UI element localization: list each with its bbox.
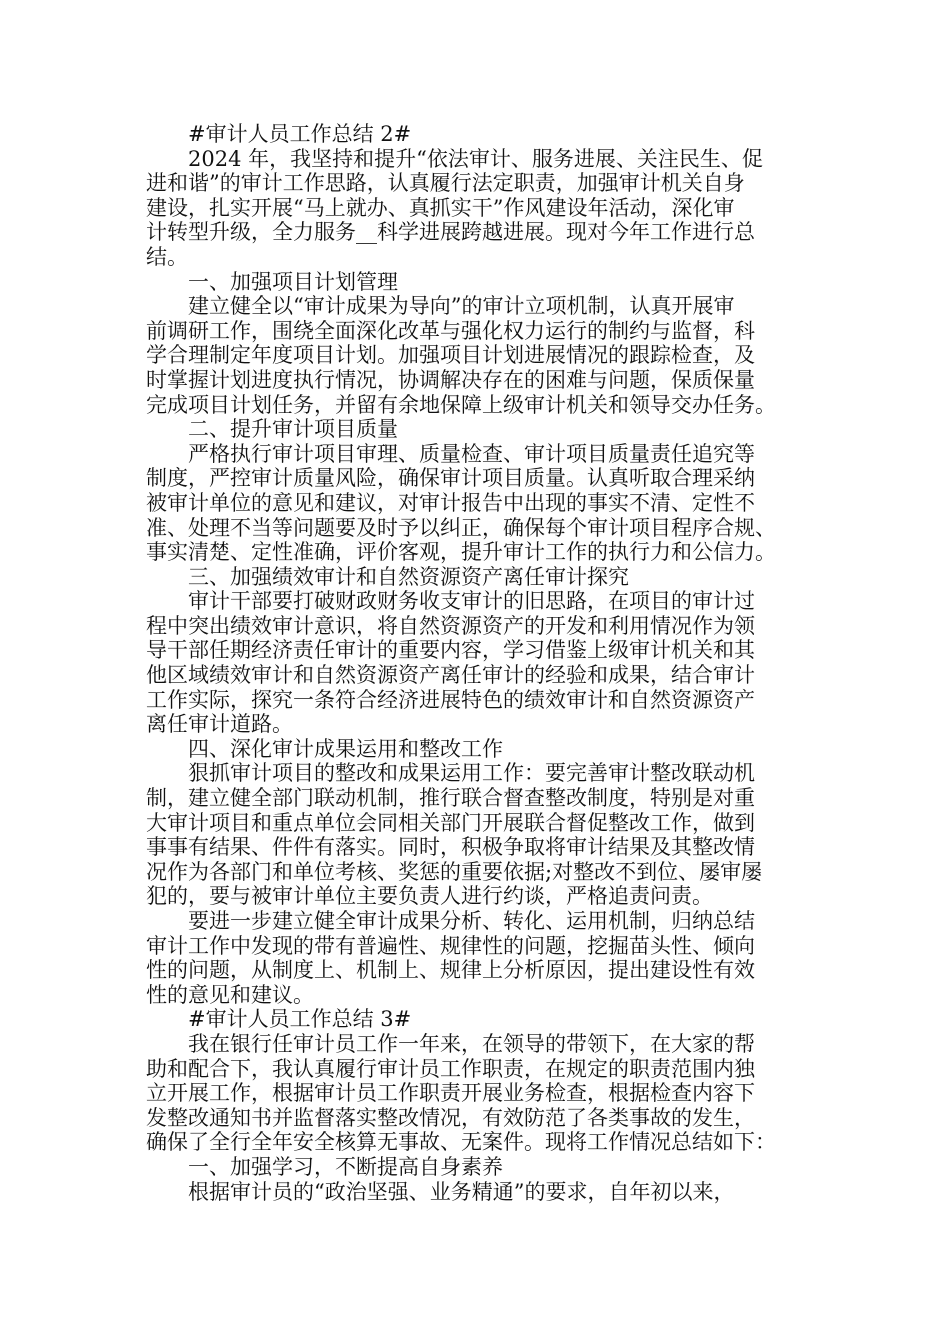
- section-heading: 一、加强学习，不断提高自身素养: [188, 1154, 503, 1179]
- paragraph-line: 事实清楚、定性准确，评价客观，提升审计工作的执行力和公信力。: [146, 540, 776, 565]
- paragraph-line: 根据审计员的“政治坚强、业务精通”的要求，自年初以来，: [188, 1179, 735, 1204]
- paragraph-line: 性的意见和建议。: [146, 982, 314, 1007]
- paragraph-line: 大审计项目和重点单位会同相关部门开展联合督促整改工作，做到: [146, 810, 755, 835]
- paragraph-line: 要进一步建立健全审计成果分析、转化、运用机制，归纳总结: [188, 909, 755, 933]
- paragraph-line: 立开展工作，根据审计员工作职责开展业务检查，根据检查内容下: [146, 1081, 755, 1106]
- paragraph-line: 性的问题，从制度上、机制上、规律上分析原因，提出建设性有效: [146, 958, 755, 983]
- paragraph-line: 离任审计道路。: [146, 712, 293, 737]
- paragraph-line: 计转型升级，全力服务__科学进展跨越进展。现对今年工作进行总: [146, 220, 755, 245]
- paragraph-line: 他区域绩效审计和自然资源资产离任审计的经验和成果，结合审计: [146, 663, 755, 688]
- paragraph-line: 助和配合下，我认真履行审计员工作职责，在规定的职责范围内独: [146, 1056, 755, 1081]
- paragraph-line: 完成项目计划任务，并留有余地保障上级审计机关和领导交办任务。: [146, 392, 776, 417]
- paragraph-line: 发整改通知书并监督落实整改情况，有效防范了各类事故的发生，: [146, 1105, 755, 1130]
- paragraph-line: 导干部任期经济责任审计的重要内容，学习借鉴上级审计机关和其: [146, 638, 755, 663]
- section-heading: #审计人员工作总结 2#: [188, 122, 412, 146]
- paragraph-line: 况作为各部门和单位考核、奖惩的重要依据;对整改不到位、屡审屡: [146, 859, 763, 884]
- paragraph-line: 时掌握计划进度执行情况，协调解决存在的困难与问题，保质保量: [146, 367, 755, 392]
- paragraph-line: 确保了全行全年安全核算无事故、无案件。现将工作情况总结如下：: [146, 1130, 776, 1155]
- paragraph-line: 犯的，要与被审计单位主要负责人进行约谈，严格追责问责。: [146, 884, 713, 909]
- paragraph-line: 狠抓审计项目的整改和成果运用工作：要完善审计整改联动机: [188, 761, 755, 786]
- section-heading: #审计人员工作总结 3#: [188, 1007, 412, 1032]
- section-heading: 四、深化审计成果运用和整改工作: [188, 736, 503, 761]
- paragraph-line: 制，建立健全部门联动机制，推行联合督查整改制度，特别是对重: [146, 786, 755, 811]
- paragraph-line: 建立健全以“审计成果为导向”的审计立项机制，认真开展审: [188, 294, 735, 319]
- document-page: [146, 122, 826, 1204]
- paragraph-line: 工作实际，探究一条符合经济进展特色的绩效审计和自然资源资产: [146, 687, 755, 712]
- section-heading: 二、提升审计项目质量: [188, 417, 398, 442]
- paragraph-line: 学合理制定年度项目计划。加强项目计划进展情况的跟踪检查，及: [146, 343, 755, 368]
- paragraph-line: 前调研工作，围绕全面深化改革与强化权力运行的制约与监督，科: [146, 318, 755, 343]
- paragraph-line: 结。: [146, 244, 188, 269]
- section-heading: 三、加强绩效审计和自然资源资产离任审计探究: [188, 564, 629, 589]
- paragraph-line: 程中突出绩效审计意识，将自然资源资产的开发和利用情况作为领: [146, 613, 755, 638]
- paragraph-line: 建设，扎实开展“马上就办、真抓实干”作风建设年活动，深化审: [146, 195, 735, 220]
- paragraph-line: 2024 年，我坚持和提升“依法审计、服务进展、关注民生、促: [188, 146, 763, 171]
- paragraph-line: 制度，严控审计质量风险，确保审计项目质量。认真听取合理采纳: [146, 466, 755, 491]
- section-heading: 一、加强项目计划管理: [188, 269, 398, 294]
- paragraph-line: 被审计单位的意见和建议，对审计报告中出现的事实不清、定性不: [146, 490, 755, 515]
- paragraph-line: 审计工作中发现的带有普遍性、规律性的问题，挖掘苗头性、倾向: [146, 933, 755, 958]
- paragraph-line: 事事有结果、件件有落实。同时，积极争取将审计结果及其整改情: [146, 835, 755, 860]
- paragraph-line: 审计干部要打破财政财务收支审计的旧思路，在项目的审计过: [188, 589, 755, 614]
- paragraph-line: 进和谐”的审计工作思路，认真履行法定职责，加强审计机关自身: [146, 171, 745, 196]
- paragraph-line: 准、处理不当等问题要及时予以纠正，确保每个审计项目程序合规、: [146, 515, 776, 540]
- paragraph-line: 我在银行任审计员工作一年来，在领导的带领下，在大家的帮: [188, 1031, 755, 1056]
- paragraph-line: 严格执行审计项目审理、质量检查、审计项目质量责任追究等: [188, 441, 755, 466]
